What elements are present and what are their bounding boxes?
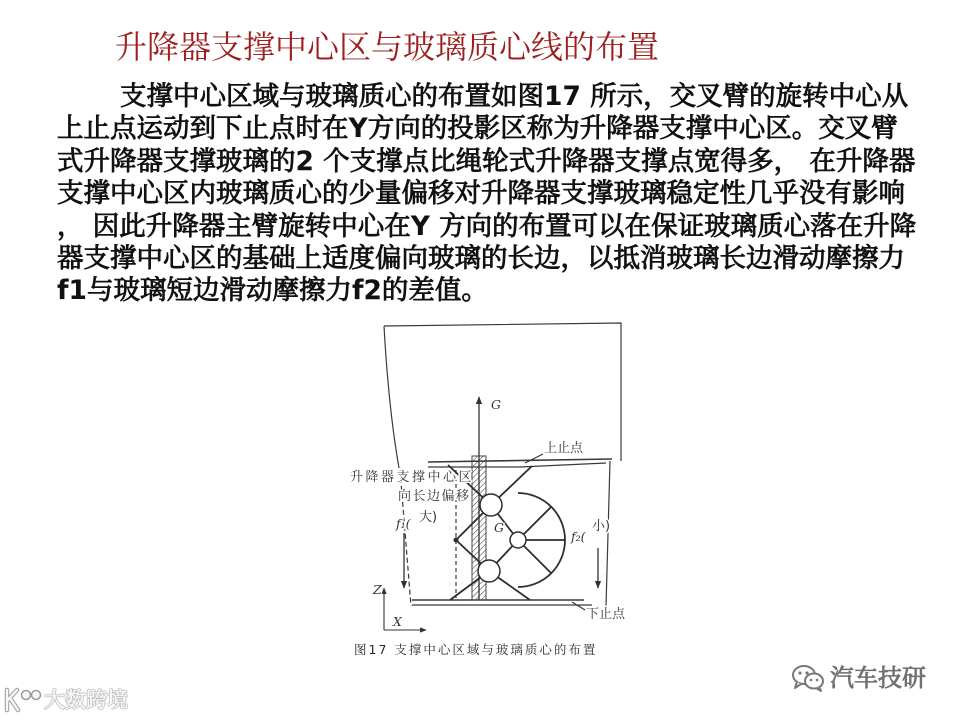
paragraph-line: 支撑中心区内玻璃质心的少量偏移对升降器支撑玻璃稳定性几乎没有影响 <box>57 178 905 210</box>
sector-pivot-circle <box>510 532 526 548</box>
paragraph-line: 器支撑中心区的基础上适度偏向玻璃的长边，以抵消玻璃长边滑动摩擦力 <box>57 242 905 274</box>
top-dead-center-label: 上止点 <box>544 441 584 456</box>
paragraph-line: 支撑中心区域与玻璃质心的布置如图17 所示，交叉臂的旋转中心从 <box>120 81 909 112</box>
wechat-icon <box>790 664 826 692</box>
support-center-zone-label: 升降器支撑中心区 <box>350 470 475 485</box>
lower-pivot-circle <box>478 560 500 582</box>
f1-magnitude-label: 大) <box>419 510 438 525</box>
top-dead-center-leader <box>525 454 543 463</box>
bottom-dead-center-leader <box>572 602 585 610</box>
f2-label: f₂( <box>571 529 586 544</box>
glass-front-edge <box>384 326 399 468</box>
arm-joint-dot <box>454 538 459 543</box>
bottom-dead-center-label: 下止点 <box>586 607 626 622</box>
mass-center-label: G <box>494 520 504 535</box>
paragraph-line: 式升降器支撑玻璃的2 个支撑点比绳轮式升降器支撑点宽得多， 在升降器 <box>57 145 916 177</box>
paragraph-line: f1与玻璃短边滑动摩擦力f2的差值。 <box>57 275 488 307</box>
figure-caption: 图17 支撑中心区域与玻璃质心的布置 <box>354 642 598 657</box>
f1-label: f₁( <box>396 516 411 531</box>
lifter-support-diagram <box>340 318 640 668</box>
body-paragraph <box>57 81 952 308</box>
lower-glass-rear-edge <box>606 461 610 607</box>
wechat-account-name: 汽车技研 <box>830 664 926 692</box>
top-dead-center-inner-line <box>428 463 606 467</box>
brand-logo-icon <box>2 687 42 713</box>
x-axis-label: X <box>393 614 402 629</box>
source-name: 大数跨境 <box>44 688 128 712</box>
z-axis-label: Z <box>373 582 382 597</box>
top-dead-center-line <box>428 459 612 462</box>
upper-pivot-circle <box>480 494 502 516</box>
paragraph-line: 上止点运动到下止点时在Y方向的投影区称为升降器支撑中心区。交叉臂 <box>57 113 898 145</box>
mass-center-top-label: G <box>491 397 501 412</box>
offset-long-side-label: 向长边偏移 <box>398 489 471 504</box>
slide-title: 升降器支撑中心区与玻璃质心线的布置 <box>115 28 660 66</box>
paragraph-line: ， 因此升降器主臂旋转中心在Y 方向的布置可以在保证玻璃质心落在升降 <box>57 210 917 242</box>
f2-magnitude-label: 小) <box>592 519 611 534</box>
glass-top-edge <box>384 323 621 461</box>
